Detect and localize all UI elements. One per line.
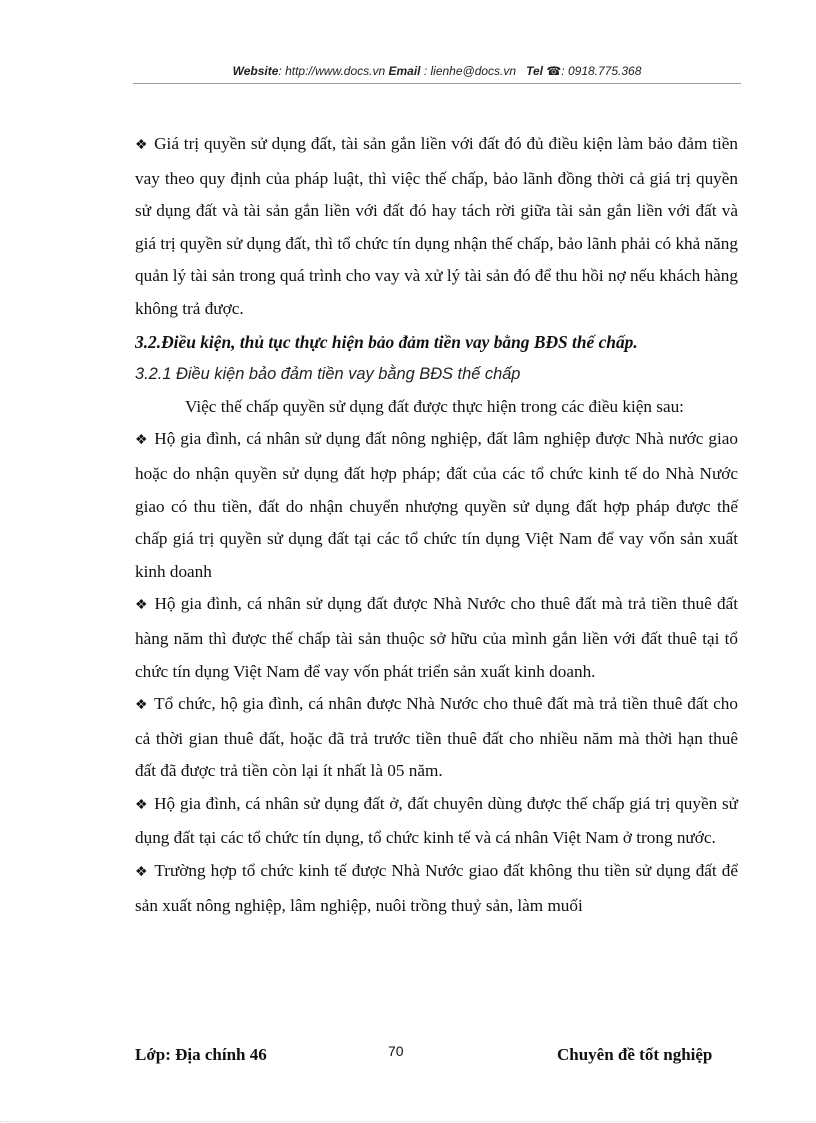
- subsection-heading: 3.2.1 Điều kiện bảo đảm tiền vay bằng BĐS thế chấp: [135, 365, 521, 384]
- paragraph-bullet-5: ❖ Hộ gia đình, cá nhân sử dụng đất ở, đất chuyên dùng được thế chấp giá trị quyền sử dụng đất tại các tổ chức tín dụng, tổ chức kinh tế và cá nhân Việt Nam ở trong nước.: [135, 788, 738, 855]
- page-number: 70: [388, 1043, 404, 1059]
- website-label: Website: [232, 64, 279, 78]
- tel-value: : 0918.775.368: [561, 64, 642, 78]
- paragraph-bullet-2: ❖ Hộ gia đình, cá nhân sử dụng đất nông nghiệp, đất lâm nghiệp được Nhà nước giao hoặc do nhận quyền sử dụng đất hợp pháp; đất của các tổ chức kinh tế do Nhà Nước giao có thu tiền, đất do nhận chuyển nhượng quyền sử dụng đất hợp pháp được thế chấp giá trị quyền sử dụng đất tại các tổ chức tín dụng Việt Nam để vay vốn sản xuất kinh doanh: [135, 423, 738, 588]
- email-label: Email: [388, 64, 421, 78]
- intro-paragraph: Việc thế chấp quyền sử dụng đất được thực hiện trong các điều kiện sau:: [185, 396, 684, 416]
- paragraph-bullet-1: ❖ Giá trị quyền sử dụng đất, tài sản gắn liền với đất đó đủ điều kiện làm bảo đảm tiền vay theo quy định của pháp luật, thì việc thế chấp, bảo lãnh đồng thời cả giá trị quyền sử dụng đất và tài sản gắn liền với đất đó hay tách rời giữa tài sản gắn liền với đất và giá trị quyền sử dụng đất, thì tổ chức tín dụng nhận thế chấp, bảo lãnh phải có khả năng quản lý tài sản trong quá trình cho vay và xử lý tài sản đó để thu hồi nợ nếu khách hàng không trả được.: [135, 128, 738, 326]
- footer-class-label: Lớp: Địa chính 46: [135, 1045, 267, 1064]
- phone-icon: ☎: [546, 64, 562, 78]
- paragraph-bullet-3: ❖ Hộ gia đình, cá nhân sử dụng đất được Nhà Nước cho thuê đất mà trả tiền thuê đất hàng năm thì được thế chấp tài sản thuộc sở hữu của mình gắn liền với đất thuê tại tổ chức tín dụng Việt Nam để vay vốn phát triển sản xuất kinh doanh.: [135, 588, 738, 688]
- document-body: [135, 128, 738, 922]
- email-value: : lienhe@docs.vn: [420, 64, 517, 78]
- paragraph-bullet-4: ❖ Tổ chức, hộ gia đình, cá nhân được Nhà Nước cho thuê đất mà trả tiền thuê đất cho cả thời gian thuê đất, hoặc đã trả trước tiền thuê đất cho nhiều năm mà thời hạn thuê đất đã được trả tiền còn lại ít nhất là 05 năm.: [135, 688, 738, 788]
- section-heading: 3.2.Điều kiện, thủ tục thực hiện bảo đảm tiền vay bằng BĐS thế chấp.: [135, 331, 638, 352]
- paragraph-bullet-6: ❖ Trường hợp tổ chức kinh tế được Nhà Nước giao đất không thu tiền sử dụng đất để sản xuất nông nghiệp, lâm nghiệp, nuôi trồng thuỷ sản, làm muối: [135, 855, 738, 922]
- header-divider: [133, 83, 741, 84]
- website-value: : http://www.docs.vn: [278, 64, 386, 78]
- footer-title: Chuyên đề tốt nghiệp: [557, 1045, 713, 1064]
- tel-label: Tel: [526, 64, 543, 78]
- page-header: [133, 64, 741, 82]
- bottom-divider: [0, 1121, 816, 1122]
